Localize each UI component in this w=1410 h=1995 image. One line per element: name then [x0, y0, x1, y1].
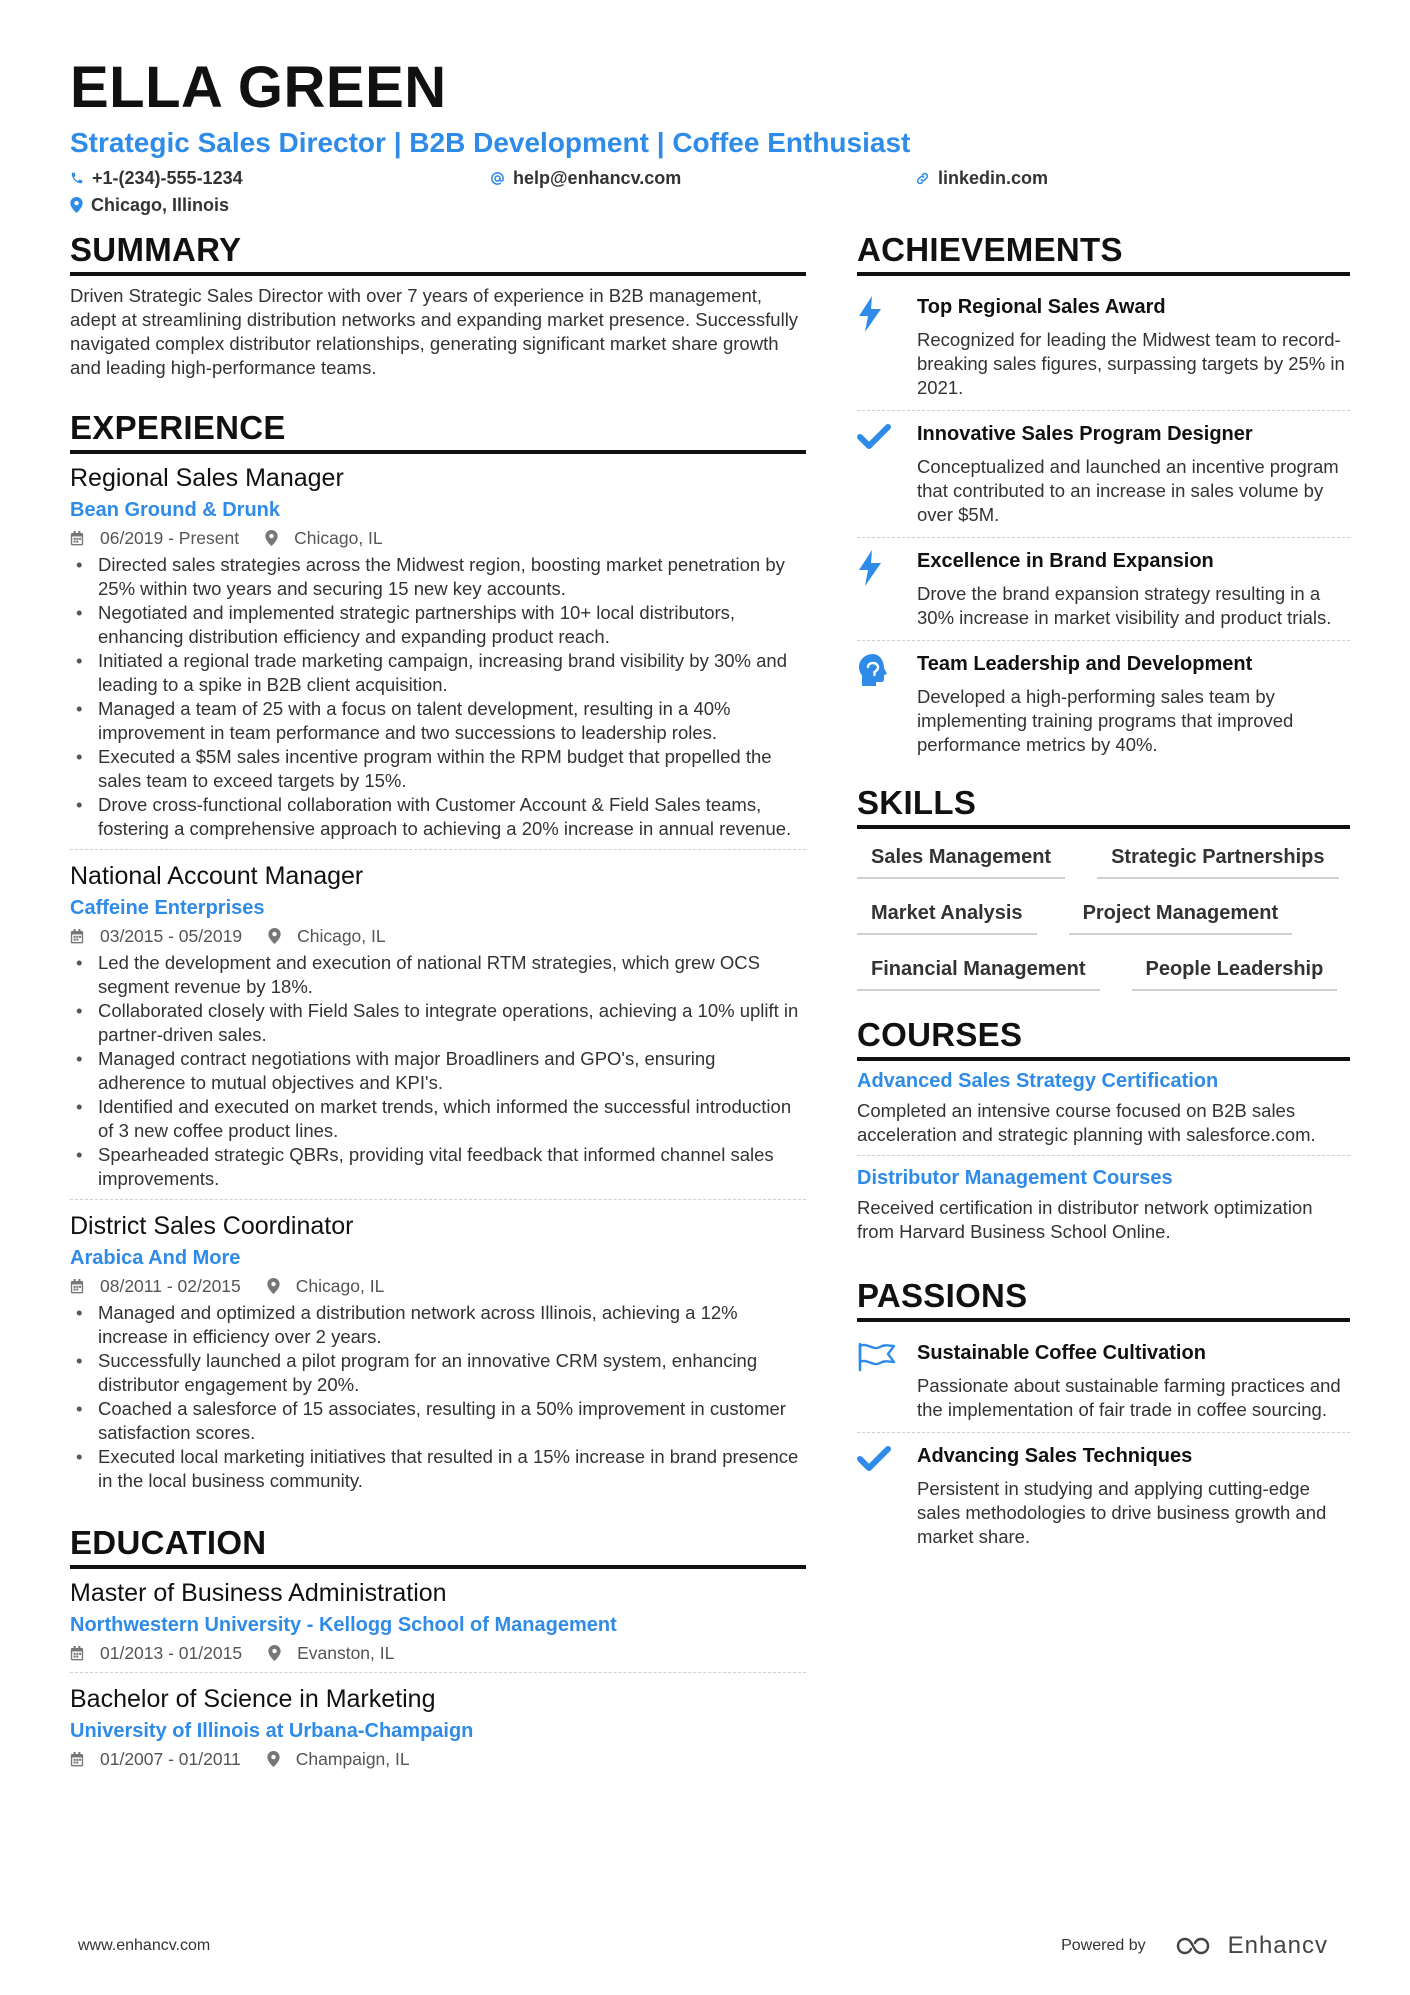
achievement-description: Drove the brand expansion strategy resulting in a 30% increase in market visibility and product trials.: [917, 583, 1332, 628]
linkedin-text: linkedin.com: [938, 168, 1049, 188]
experience-entry: [70, 849, 806, 1199]
achievement-title: Team Leadership and Development: [917, 653, 1253, 675]
location-pin-icon: [267, 1278, 288, 1294]
bullet-item: • Drove cross-functional collaboration with Customer Account & Field Sales teams, fostering a comprehensive approach to achieving a 20% increase in annual revenue.: [70, 793, 806, 841]
job-title: District Sales Coordinator: [70, 1212, 354, 1240]
achievement-body: [917, 294, 1350, 400]
entry-location: [268, 925, 386, 947]
checkmark-icon: [857, 421, 917, 527]
education-list: [70, 1577, 806, 1778]
passions-heading: PASSIONS: [857, 1276, 1350, 1322]
course-title[interactable]: Advanced Sales Strategy Certification: [857, 1070, 1219, 1092]
left-column: [70, 230, 806, 1778]
right-column: [857, 230, 1350, 1559]
bullet-item: • Coached a salesforce of 15 associates, resulting in a 50% improvement in customer satisfaction scores.: [70, 1397, 806, 1445]
bullet-item: • Directed sales strategies across the Midwest region, boosting market penetration by 25% within two years and securing 15 new key accounts.: [70, 553, 806, 601]
experience-list: [70, 462, 806, 1501]
achievement-body: [917, 651, 1350, 757]
bullet-item: • Collaborated closely with Field Sales to integrate operations, achieving a 10% uplift in partner-driven sales.: [70, 999, 806, 1047]
date-text: 03/2015 - 05/2019: [100, 926, 243, 946]
experience-heading: EXPERIENCE: [70, 408, 806, 454]
date-text: 01/2013 - 01/2015: [100, 1643, 243, 1663]
date-range: [70, 527, 239, 549]
degree-title: Master of Business Administration: [70, 1579, 447, 1607]
passion-description: Persistent in studying and applying cutting-edge sales methodologies to drive business growth and market share.: [917, 1478, 1327, 1547]
location-text: Champaign, IL: [295, 1749, 410, 1769]
job-title: Regional Sales Manager: [70, 464, 344, 492]
bullet-item: • Spearheaded strategic QBRs, providing vital feedback that informed channel sales improvements.: [70, 1143, 806, 1191]
bullet-item: • Executed a $5M sales incentive program within the RPM budget that propelled the sales team to exceed targets by 15%.: [70, 745, 806, 793]
checkmark-icon: [857, 1443, 917, 1549]
achievement-title: Top Regional Sales Award: [917, 296, 1166, 318]
location-text: Chicago, Illinois: [91, 195, 230, 215]
footer-website[interactable]: www.enhancv.com: [78, 1937, 211, 1954]
achievements-heading: ACHIEVEMENTS: [857, 230, 1350, 276]
course-description: Completed an intensive course focused on B2B sales acceleration and strategic planning with salesforce.com.: [857, 1100, 1316, 1145]
link-icon: [915, 171, 930, 186]
achievement-item: [857, 284, 1350, 410]
entry-meta: [70, 527, 806, 549]
phone-icon: [70, 171, 84, 185]
summary-text: Driven Strategic Sales Director with over 7 years of experience in B2B management, adept at streamlining distribution networks and expanding market presence. Successfully navigated complex distributor relationships, generating significant market share growth and leading high-performance teams.: [70, 285, 799, 378]
achievements-section: [857, 230, 1350, 767]
summary-section: [70, 230, 806, 380]
calendar-icon: [70, 531, 92, 546]
achievement-body: [917, 548, 1350, 630]
passions-section: [857, 1276, 1350, 1559]
achievements-list: [857, 284, 1350, 767]
flag-icon: [857, 1340, 917, 1422]
phone-contact[interactable]: [70, 168, 490, 188]
skill-tag: People Leadership: [1132, 953, 1338, 991]
brand-name: Enhancv: [1227, 1932, 1328, 1959]
location-pin-icon: [268, 928, 289, 944]
achievement-bullets: [70, 1301, 806, 1493]
bullet-item: • Managed a team of 25 with a focus on talent development, resulting in a 40% improvement in team performance and two successions to leadership roles.: [70, 697, 806, 745]
entry-location: [268, 1642, 394, 1664]
date-range: [70, 1275, 241, 1297]
company-name[interactable]: Bean Ground & Drunk: [70, 499, 281, 521]
courses-heading: COURSES: [857, 1015, 1350, 1061]
date-range: [70, 1642, 242, 1664]
location-pin-icon: [268, 1645, 289, 1661]
email-contact[interactable]: [490, 168, 915, 188]
job-title: National Account Manager: [70, 862, 364, 890]
powered-by-label: Powered by: [1061, 1937, 1146, 1954]
location-contact: [70, 195, 229, 215]
location-text: Evanston, IL: [297, 1643, 395, 1663]
brand-logo[interactable]: [1174, 1932, 1328, 1960]
contact-info: [70, 168, 1350, 215]
date-text: 06/2019 - Present: [100, 528, 240, 548]
bullet-item: • Managed and optimized a distribution network across Illinois, achieving a 12% increase in efficiency over 2 years.: [70, 1301, 806, 1349]
achievement-item: [857, 640, 1350, 767]
calendar-icon: [70, 1752, 92, 1767]
location-pin-icon: [267, 1751, 288, 1767]
calendar-icon: [70, 1279, 92, 1294]
education-entry: [70, 1672, 806, 1778]
achievement-item: [857, 537, 1350, 640]
passions-list: [857, 1330, 1350, 1559]
passion-title: Advancing Sales Techniques: [917, 1445, 1193, 1467]
lightning-icon: [857, 294, 917, 400]
skill-tag: Sales Management: [857, 841, 1065, 879]
passion-item: [857, 1330, 1350, 1432]
achievement-item: [857, 410, 1350, 537]
company-name[interactable]: Caffeine Enterprises: [70, 897, 265, 919]
location-pin-icon: [70, 197, 83, 213]
bullet-item: • Executed local marketing initiatives that resulted in a 15% increase in brand presence in the local business community.: [70, 1445, 806, 1493]
entry-location: [265, 527, 383, 549]
company-name[interactable]: Arabica And More: [70, 1247, 241, 1269]
achievement-bullets: [70, 951, 806, 1191]
entry-meta: [70, 1642, 806, 1664]
entry-meta: [70, 1275, 806, 1297]
education-entry: [70, 1577, 806, 1672]
course-item: [857, 1155, 1350, 1252]
linkedin-contact[interactable]: [915, 168, 1335, 188]
entry-location: [267, 1275, 385, 1297]
course-title[interactable]: Distributor Management Courses: [857, 1167, 1173, 1189]
location-text: Chicago, IL: [295, 1276, 385, 1296]
passion-title: Sustainable Coffee Cultivation: [917, 1342, 1206, 1364]
email-text: help@enhancv.com: [513, 168, 682, 188]
achievement-title: Innovative Sales Program Designer: [917, 423, 1253, 445]
bullet-item: • Identified and executed on market trends, which informed the successful introduction of 3 new coffee product lines.: [70, 1095, 806, 1143]
skills-list: [857, 837, 1350, 991]
skill-tag: Market Analysis: [857, 897, 1037, 935]
date-range: [70, 1748, 241, 1770]
skill-tag: Financial Management: [857, 953, 1100, 991]
bullet-item: • Successfully launched a pilot program for an innovative CRM system, enhancing distributor engagement by 20%.: [70, 1349, 806, 1397]
date-text: 01/2007 - 01/2011: [100, 1749, 241, 1769]
location-pin-icon: [265, 530, 286, 546]
entry-meta: [70, 925, 806, 947]
courses-list: [857, 1069, 1350, 1252]
experience-section: [70, 408, 806, 1501]
course-item: [857, 1069, 1350, 1155]
degree-title: Bachelor of Science in Marketing: [70, 1685, 436, 1713]
school-name[interactable]: Northwestern University - Kellogg School of Management: [70, 1614, 617, 1636]
passion-description: Passionate about sustainable farming practices and the implementation of fair trade in coffee sourcing.: [917, 1375, 1341, 1420]
location-text: Chicago, IL: [294, 528, 383, 548]
entry-meta: [70, 1748, 806, 1770]
courses-section: [857, 1015, 1350, 1252]
powered-by: [1061, 1932, 1328, 1960]
footer: [78, 1928, 1328, 1964]
achievement-description: Conceptualized and launched an incentive program that contributed to an increase in sales volume by over $5M.: [917, 456, 1339, 525]
bullet-item: • Managed contract negotiations with major Broadliners and GPO's, ensuring adherence to mutual objectives and KPI's.: [70, 1047, 806, 1095]
bullet-item: • Initiated a regional trade marketing campaign, increasing brand visibility by 30% and leading to a spike in B2B client acquisition.: [70, 649, 806, 697]
achievement-body: [917, 421, 1350, 527]
bullet-item: • Negotiated and implemented strategic partnerships with 10+ local distributors, enhancing distribution efficiency and expanding product reach.: [70, 601, 806, 649]
at-icon: [490, 171, 505, 186]
enhancv-logo-icon: [1174, 1934, 1220, 1958]
calendar-icon: [70, 929, 92, 944]
bullet-item: • Led the development and execution of national RTM strategies, which grew OCS segment revenue by 18%.: [70, 951, 806, 999]
entry-location: [267, 1748, 410, 1770]
passion-item: [857, 1432, 1350, 1559]
passion-body: [917, 1443, 1350, 1549]
date-text: 08/2011 - 02/2015: [100, 1276, 241, 1296]
skill-tag: Strategic Partnerships: [1097, 841, 1338, 879]
experience-entry: [70, 1199, 806, 1501]
location-text: Chicago, IL: [297, 926, 386, 946]
summary-heading: SUMMARY: [70, 230, 806, 276]
achievement-description: Recognized for leading the Midwest team to record-breaking sales figures, surpassing targets by 25% in 2021.: [917, 329, 1345, 398]
lightning-icon: [857, 548, 917, 630]
resume-page: [70, 54, 1350, 1769]
experience-entry: [70, 462, 806, 849]
achievement-description: Developed a high-performing sales team by implementing training programs that improved performance metrics by 40%.: [917, 686, 1294, 755]
headline: Strategic Sales Director | B2B Development | Coffee Enthusiast: [70, 127, 911, 158]
date-range: [70, 925, 242, 947]
course-description: Received certification in distributor network optimization from Harvard Business School Online.: [857, 1197, 1313, 1242]
education-section: [70, 1523, 806, 1778]
education-heading: EDUCATION: [70, 1523, 806, 1569]
candidate-name: ELLA GREEN: [70, 55, 447, 120]
school-name[interactable]: University of Illinois at Urbana-Champaign: [70, 1720, 474, 1742]
skills-heading: SKILLS: [857, 783, 1350, 829]
phone-text: +1-(234)-555-1234: [92, 168, 243, 188]
achievement-title: Excellence in Brand Expansion: [917, 550, 1214, 572]
passion-body: [917, 1340, 1350, 1422]
skill-tag: Project Management: [1069, 897, 1293, 935]
head-icon: [857, 651, 917, 757]
achievement-bullets: [70, 553, 806, 841]
skills-section: [857, 783, 1350, 991]
calendar-icon: [70, 1646, 92, 1661]
